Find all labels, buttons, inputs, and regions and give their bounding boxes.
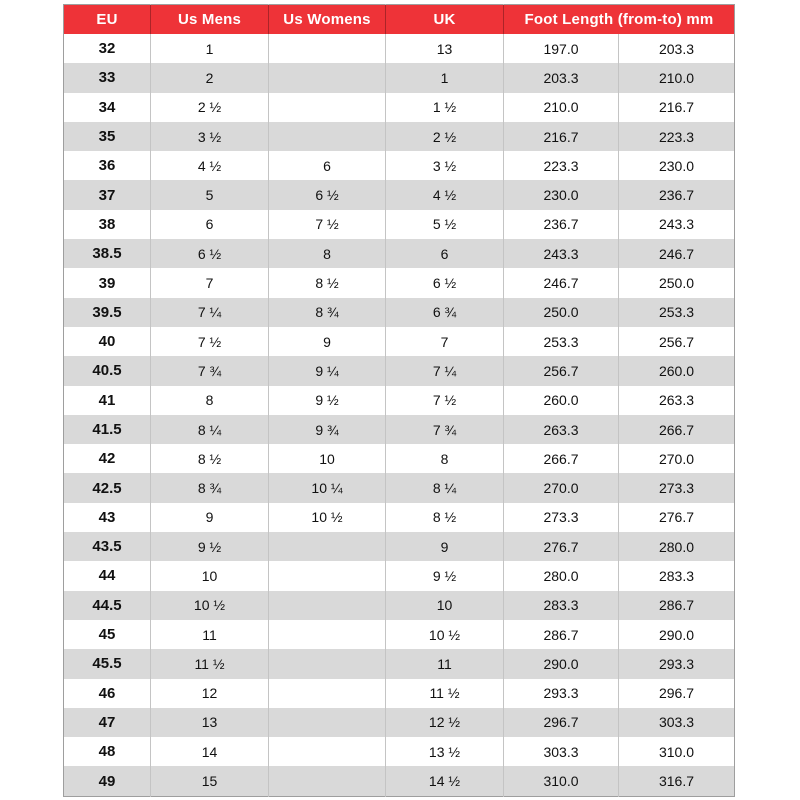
table-row bbox=[64, 415, 735, 444]
cell-foot-from: 296.7 bbox=[504, 708, 619, 737]
cell-eu: 40.5 bbox=[92, 362, 122, 380]
cell-foot-to: 253.3 bbox=[619, 298, 735, 327]
table-row bbox=[64, 356, 735, 385]
cell-foot-to: 263.3 bbox=[619, 386, 735, 415]
cell-us-womens bbox=[269, 591, 386, 620]
cell-foot-to: 276.7 bbox=[619, 503, 735, 532]
cell-foot-to: 296.7 bbox=[619, 679, 735, 708]
table-row bbox=[64, 298, 735, 327]
cell-foot-to: 236.7 bbox=[619, 180, 735, 209]
cell-uk: 9 bbox=[386, 532, 504, 561]
table-row bbox=[64, 708, 735, 737]
cell-us-womens: 10 ¼ bbox=[269, 473, 386, 502]
cell-uk: 8 ½ bbox=[386, 503, 504, 532]
cell-eu: 45.5 bbox=[92, 655, 122, 673]
table-row bbox=[64, 122, 735, 151]
cell-us-mens: 14 bbox=[151, 737, 269, 766]
cell-us-womens bbox=[269, 532, 386, 561]
cell-eu: 42 bbox=[98, 450, 116, 468]
header-foot-length: Foot Length (from-to) mm bbox=[504, 5, 735, 35]
cell-foot-from: 286.7 bbox=[504, 620, 619, 649]
table-row bbox=[64, 34, 735, 63]
size-conversion-table-container bbox=[63, 4, 735, 797]
cell-us-womens bbox=[269, 649, 386, 678]
table-row bbox=[64, 532, 735, 561]
table-row bbox=[64, 620, 735, 649]
cell-eu: 38 bbox=[98, 215, 116, 233]
header-eu: EU bbox=[64, 5, 151, 35]
cell-uk: 1 ½ bbox=[386, 93, 504, 122]
cell-eu: 44.5 bbox=[92, 596, 122, 614]
cell-foot-to: 243.3 bbox=[619, 210, 735, 239]
cell-foot-from: 260.0 bbox=[504, 386, 619, 415]
cell-us-mens: 10 ½ bbox=[151, 591, 269, 620]
cell-foot-to: 216.7 bbox=[619, 93, 735, 122]
cell-uk: 1 bbox=[386, 63, 504, 92]
cell-us-womens: 6 ½ bbox=[269, 180, 386, 209]
cell-uk: 11 bbox=[386, 649, 504, 678]
cell-foot-to: 280.0 bbox=[619, 532, 735, 561]
cell-us-womens: 6 bbox=[269, 151, 386, 180]
cell-foot-to: 310.0 bbox=[619, 737, 735, 766]
table-body bbox=[64, 34, 735, 796]
cell-foot-to: 256.7 bbox=[619, 327, 735, 356]
header-uk: UK bbox=[386, 5, 504, 35]
cell-us-womens bbox=[269, 679, 386, 708]
table-row bbox=[64, 386, 735, 415]
cell-us-mens: 3 ½ bbox=[151, 122, 269, 151]
cell-us-womens: 9 ¼ bbox=[269, 356, 386, 385]
cell-foot-from: 266.7 bbox=[504, 444, 619, 473]
table-row bbox=[64, 649, 735, 678]
cell-us-womens: 8 ¾ bbox=[269, 298, 386, 327]
table-row bbox=[64, 766, 735, 796]
cell-foot-from: 236.7 bbox=[504, 210, 619, 239]
cell-us-mens: 7 ¼ bbox=[151, 298, 269, 327]
cell-foot-from: 230.0 bbox=[504, 180, 619, 209]
cell-us-mens: 8 ¼ bbox=[151, 415, 269, 444]
cell-uk: 9 ½ bbox=[386, 561, 504, 590]
cell-us-womens: 9 bbox=[269, 327, 386, 356]
cell-us-womens bbox=[269, 122, 386, 151]
cell-uk: 7 ½ bbox=[386, 386, 504, 415]
cell-foot-from: 253.3 bbox=[504, 327, 619, 356]
cell-foot-from: 256.7 bbox=[504, 356, 619, 385]
cell-us-mens: 7 ½ bbox=[151, 327, 269, 356]
cell-uk: 4 ½ bbox=[386, 180, 504, 209]
cell-us-mens: 7 bbox=[151, 268, 269, 297]
table-row bbox=[64, 180, 735, 209]
cell-eu: 45 bbox=[98, 626, 116, 644]
size-conversion-table bbox=[63, 4, 735, 797]
cell-foot-to: 260.0 bbox=[619, 356, 735, 385]
cell-us-mens: 10 bbox=[151, 561, 269, 590]
cell-uk: 6 ¾ bbox=[386, 298, 504, 327]
cell-foot-to: 273.3 bbox=[619, 473, 735, 502]
cell-us-womens bbox=[269, 737, 386, 766]
cell-us-womens bbox=[269, 620, 386, 649]
cell-foot-to: 250.0 bbox=[619, 268, 735, 297]
cell-us-womens bbox=[269, 63, 386, 92]
cell-us-mens: 8 ½ bbox=[151, 444, 269, 473]
cell-us-mens: 9 ½ bbox=[151, 532, 269, 561]
cell-eu: 37 bbox=[98, 186, 116, 204]
cell-foot-to: 266.7 bbox=[619, 415, 735, 444]
cell-eu: 49 bbox=[98, 772, 116, 790]
cell-eu: 32 bbox=[98, 40, 116, 58]
cell-uk: 6 ½ bbox=[386, 268, 504, 297]
cell-uk: 7 ¾ bbox=[386, 415, 504, 444]
cell-uk: 7 ¼ bbox=[386, 356, 504, 385]
cell-eu: 44 bbox=[98, 567, 116, 585]
cell-eu: 46 bbox=[98, 684, 116, 702]
table-row bbox=[64, 268, 735, 297]
table-row bbox=[64, 239, 735, 268]
cell-uk: 8 ¼ bbox=[386, 473, 504, 502]
cell-us-mens: 1 bbox=[151, 34, 269, 63]
cell-foot-to: 203.3 bbox=[619, 34, 735, 63]
cell-foot-to: 303.3 bbox=[619, 708, 735, 737]
cell-eu: 47 bbox=[98, 713, 116, 731]
header-row bbox=[64, 5, 735, 35]
cell-foot-from: 310.0 bbox=[504, 766, 619, 796]
cell-eu: 41.5 bbox=[92, 421, 122, 438]
cell-us-womens bbox=[269, 34, 386, 63]
cell-eu: 43.5 bbox=[92, 538, 122, 556]
cell-us-mens: 6 ½ bbox=[151, 239, 269, 268]
cell-foot-from: 210.0 bbox=[504, 93, 619, 122]
cell-us-mens: 11 bbox=[151, 620, 269, 649]
cell-foot-from: 263.3 bbox=[504, 415, 619, 444]
cell-foot-to: 290.0 bbox=[619, 620, 735, 649]
cell-foot-from: 303.3 bbox=[504, 737, 619, 766]
cell-us-mens: 13 bbox=[151, 708, 269, 737]
table-row bbox=[64, 151, 735, 180]
cell-us-womens bbox=[269, 766, 386, 796]
cell-foot-to: 230.0 bbox=[619, 151, 735, 180]
table-row bbox=[64, 591, 735, 620]
cell-us-mens: 4 ½ bbox=[151, 151, 269, 180]
cell-eu: 36 bbox=[98, 157, 116, 175]
cell-foot-from: 243.3 bbox=[504, 239, 619, 268]
cell-eu: 39 bbox=[98, 274, 116, 292]
cell-eu: 35 bbox=[98, 128, 116, 146]
cell-eu: 43 bbox=[98, 508, 116, 526]
cell-foot-from: 283.3 bbox=[504, 591, 619, 620]
cell-us-mens: 2 bbox=[151, 63, 269, 92]
cell-eu: 40 bbox=[98, 333, 116, 351]
cell-us-mens: 11 ½ bbox=[151, 649, 269, 678]
header-us-mens: Us Mens bbox=[151, 5, 269, 35]
cell-us-mens: 8 bbox=[151, 386, 269, 415]
cell-foot-to: 210.0 bbox=[619, 63, 735, 92]
cell-us-womens: 7 ½ bbox=[269, 210, 386, 239]
cell-foot-from: 280.0 bbox=[504, 561, 619, 590]
cell-foot-from: 246.7 bbox=[504, 268, 619, 297]
table-row bbox=[64, 210, 735, 239]
table-row bbox=[64, 473, 735, 502]
cell-uk: 3 ½ bbox=[386, 151, 504, 180]
cell-foot-to: 286.7 bbox=[619, 591, 735, 620]
cell-foot-to: 270.0 bbox=[619, 444, 735, 473]
cell-uk: 8 bbox=[386, 444, 504, 473]
table-row bbox=[64, 63, 735, 92]
cell-uk: 12 ½ bbox=[386, 708, 504, 737]
cell-us-womens bbox=[269, 708, 386, 737]
cell-eu: 41 bbox=[98, 391, 116, 409]
cell-eu: 34 bbox=[98, 98, 116, 116]
cell-foot-to: 293.3 bbox=[619, 649, 735, 678]
cell-uk: 7 bbox=[386, 327, 504, 356]
cell-uk: 10 bbox=[386, 591, 504, 620]
cell-uk: 13 bbox=[386, 34, 504, 63]
cell-foot-from: 203.3 bbox=[504, 63, 619, 92]
cell-uk: 6 bbox=[386, 239, 504, 268]
cell-foot-to: 283.3 bbox=[619, 561, 735, 590]
cell-eu: 48 bbox=[98, 743, 116, 761]
cell-uk: 13 ½ bbox=[386, 737, 504, 766]
table-header bbox=[64, 5, 735, 35]
table-row bbox=[64, 444, 735, 473]
cell-foot-to: 246.7 bbox=[619, 239, 735, 268]
header-us-womens: Us Womens bbox=[269, 5, 386, 35]
cell-us-womens: 8 bbox=[269, 239, 386, 268]
cell-us-mens: 15 bbox=[151, 766, 269, 796]
table-row bbox=[64, 93, 735, 122]
cell-us-womens bbox=[269, 561, 386, 590]
cell-eu: 42.5 bbox=[92, 479, 122, 497]
cell-foot-from: 273.3 bbox=[504, 503, 619, 532]
cell-us-womens: 9 ½ bbox=[269, 386, 386, 415]
cell-foot-from: 197.0 bbox=[504, 34, 619, 63]
cell-eu: 38.5 bbox=[92, 245, 122, 263]
cell-us-womens: 10 ½ bbox=[269, 503, 386, 532]
cell-foot-to: 316.7 bbox=[619, 766, 735, 796]
cell-uk: 11 ½ bbox=[386, 679, 504, 708]
cell-us-womens: 9 ¾ bbox=[269, 415, 386, 444]
cell-us-mens: 8 ¾ bbox=[151, 473, 269, 502]
cell-us-mens: 9 bbox=[151, 503, 269, 532]
table-row bbox=[64, 737, 735, 766]
cell-foot-from: 290.0 bbox=[504, 649, 619, 678]
cell-us-womens bbox=[269, 93, 386, 122]
cell-us-womens: 8 ½ bbox=[269, 268, 386, 297]
cell-foot-from: 216.7 bbox=[504, 122, 619, 151]
table-row bbox=[64, 327, 735, 356]
cell-foot-from: 270.0 bbox=[504, 473, 619, 502]
cell-foot-from: 293.3 bbox=[504, 679, 619, 708]
cell-uk: 10 ½ bbox=[386, 620, 504, 649]
cell-uk: 2 ½ bbox=[386, 122, 504, 151]
cell-uk: 5 ½ bbox=[386, 210, 504, 239]
cell-foot-from: 276.7 bbox=[504, 532, 619, 561]
cell-us-mens: 7 ¾ bbox=[151, 356, 269, 385]
table-row bbox=[64, 679, 735, 708]
table-row bbox=[64, 561, 735, 590]
cell-us-mens: 5 bbox=[151, 180, 269, 209]
cell-us-mens: 2 ½ bbox=[151, 93, 269, 122]
cell-us-mens: 6 bbox=[151, 210, 269, 239]
cell-eu: 33 bbox=[98, 69, 116, 87]
cell-eu: 39.5 bbox=[92, 303, 122, 321]
cell-uk: 14 ½ bbox=[386, 766, 504, 796]
cell-foot-to: 223.3 bbox=[619, 122, 735, 151]
cell-foot-from: 223.3 bbox=[504, 151, 619, 180]
cell-foot-from: 250.0 bbox=[504, 298, 619, 327]
cell-us-womens: 10 bbox=[269, 444, 386, 473]
table-row bbox=[64, 503, 735, 532]
cell-us-mens: 12 bbox=[151, 679, 269, 708]
